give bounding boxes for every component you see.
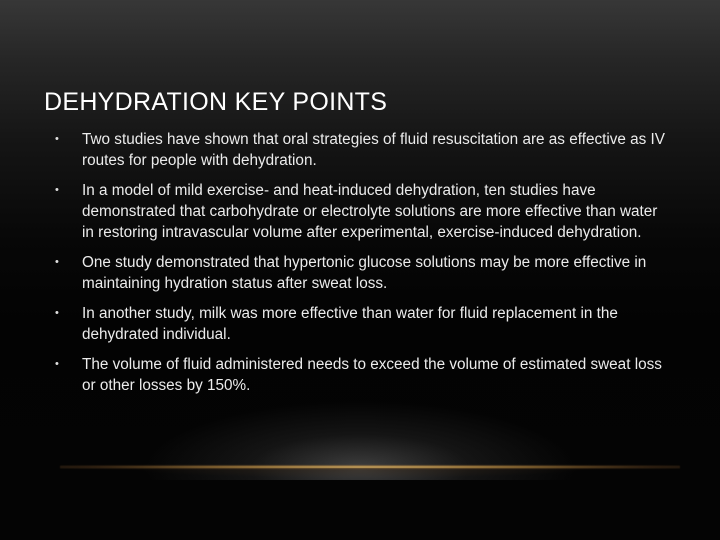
slide-title: DEHYDRATION KEY POINTS [44,88,388,116]
bullet-list [52,129,672,405]
bottom-glow-shadow [120,468,600,478]
bullet-dot-icon: • [55,133,59,145]
bottom-glow-spot [140,400,580,480]
bullet-item [52,354,672,396]
bullet-text: The volume of fluid administered needs to exceed the volume of estimated sweat loss or other losses by 150%. [82,356,662,394]
bullet-text: In a model of mild exercise- and heat-induced dehydration, ten studies have demonstrated that carbohydrate or electrolyte solutions are more effective than water in restoring intravascular volume after experimental, exercise-induced dehydration. [82,182,658,241]
bullet-text: In another study, milk was more effective than water for fluid replacement in the dehydrated individual. [82,305,618,343]
bullet-text: Two studies have shown that oral strategies of fluid resuscitation are as effective as IV routes for people with dehydration. [82,131,666,169]
bullet-dot-icon: • [55,307,59,319]
bullet-dot-icon: • [55,256,59,268]
bullet-item [52,180,672,243]
bullet-item [52,129,672,171]
bullet-dot-icon: • [55,358,59,370]
bullet-item [52,252,672,294]
bottom-glow-line [60,465,680,469]
bullet-dot-icon: • [55,184,59,196]
bullet-text: One study demonstrated that hypertonic glucose solutions may be more effective in maintaining hydration status after sweat loss. [82,254,647,292]
bullet-item [52,303,672,345]
